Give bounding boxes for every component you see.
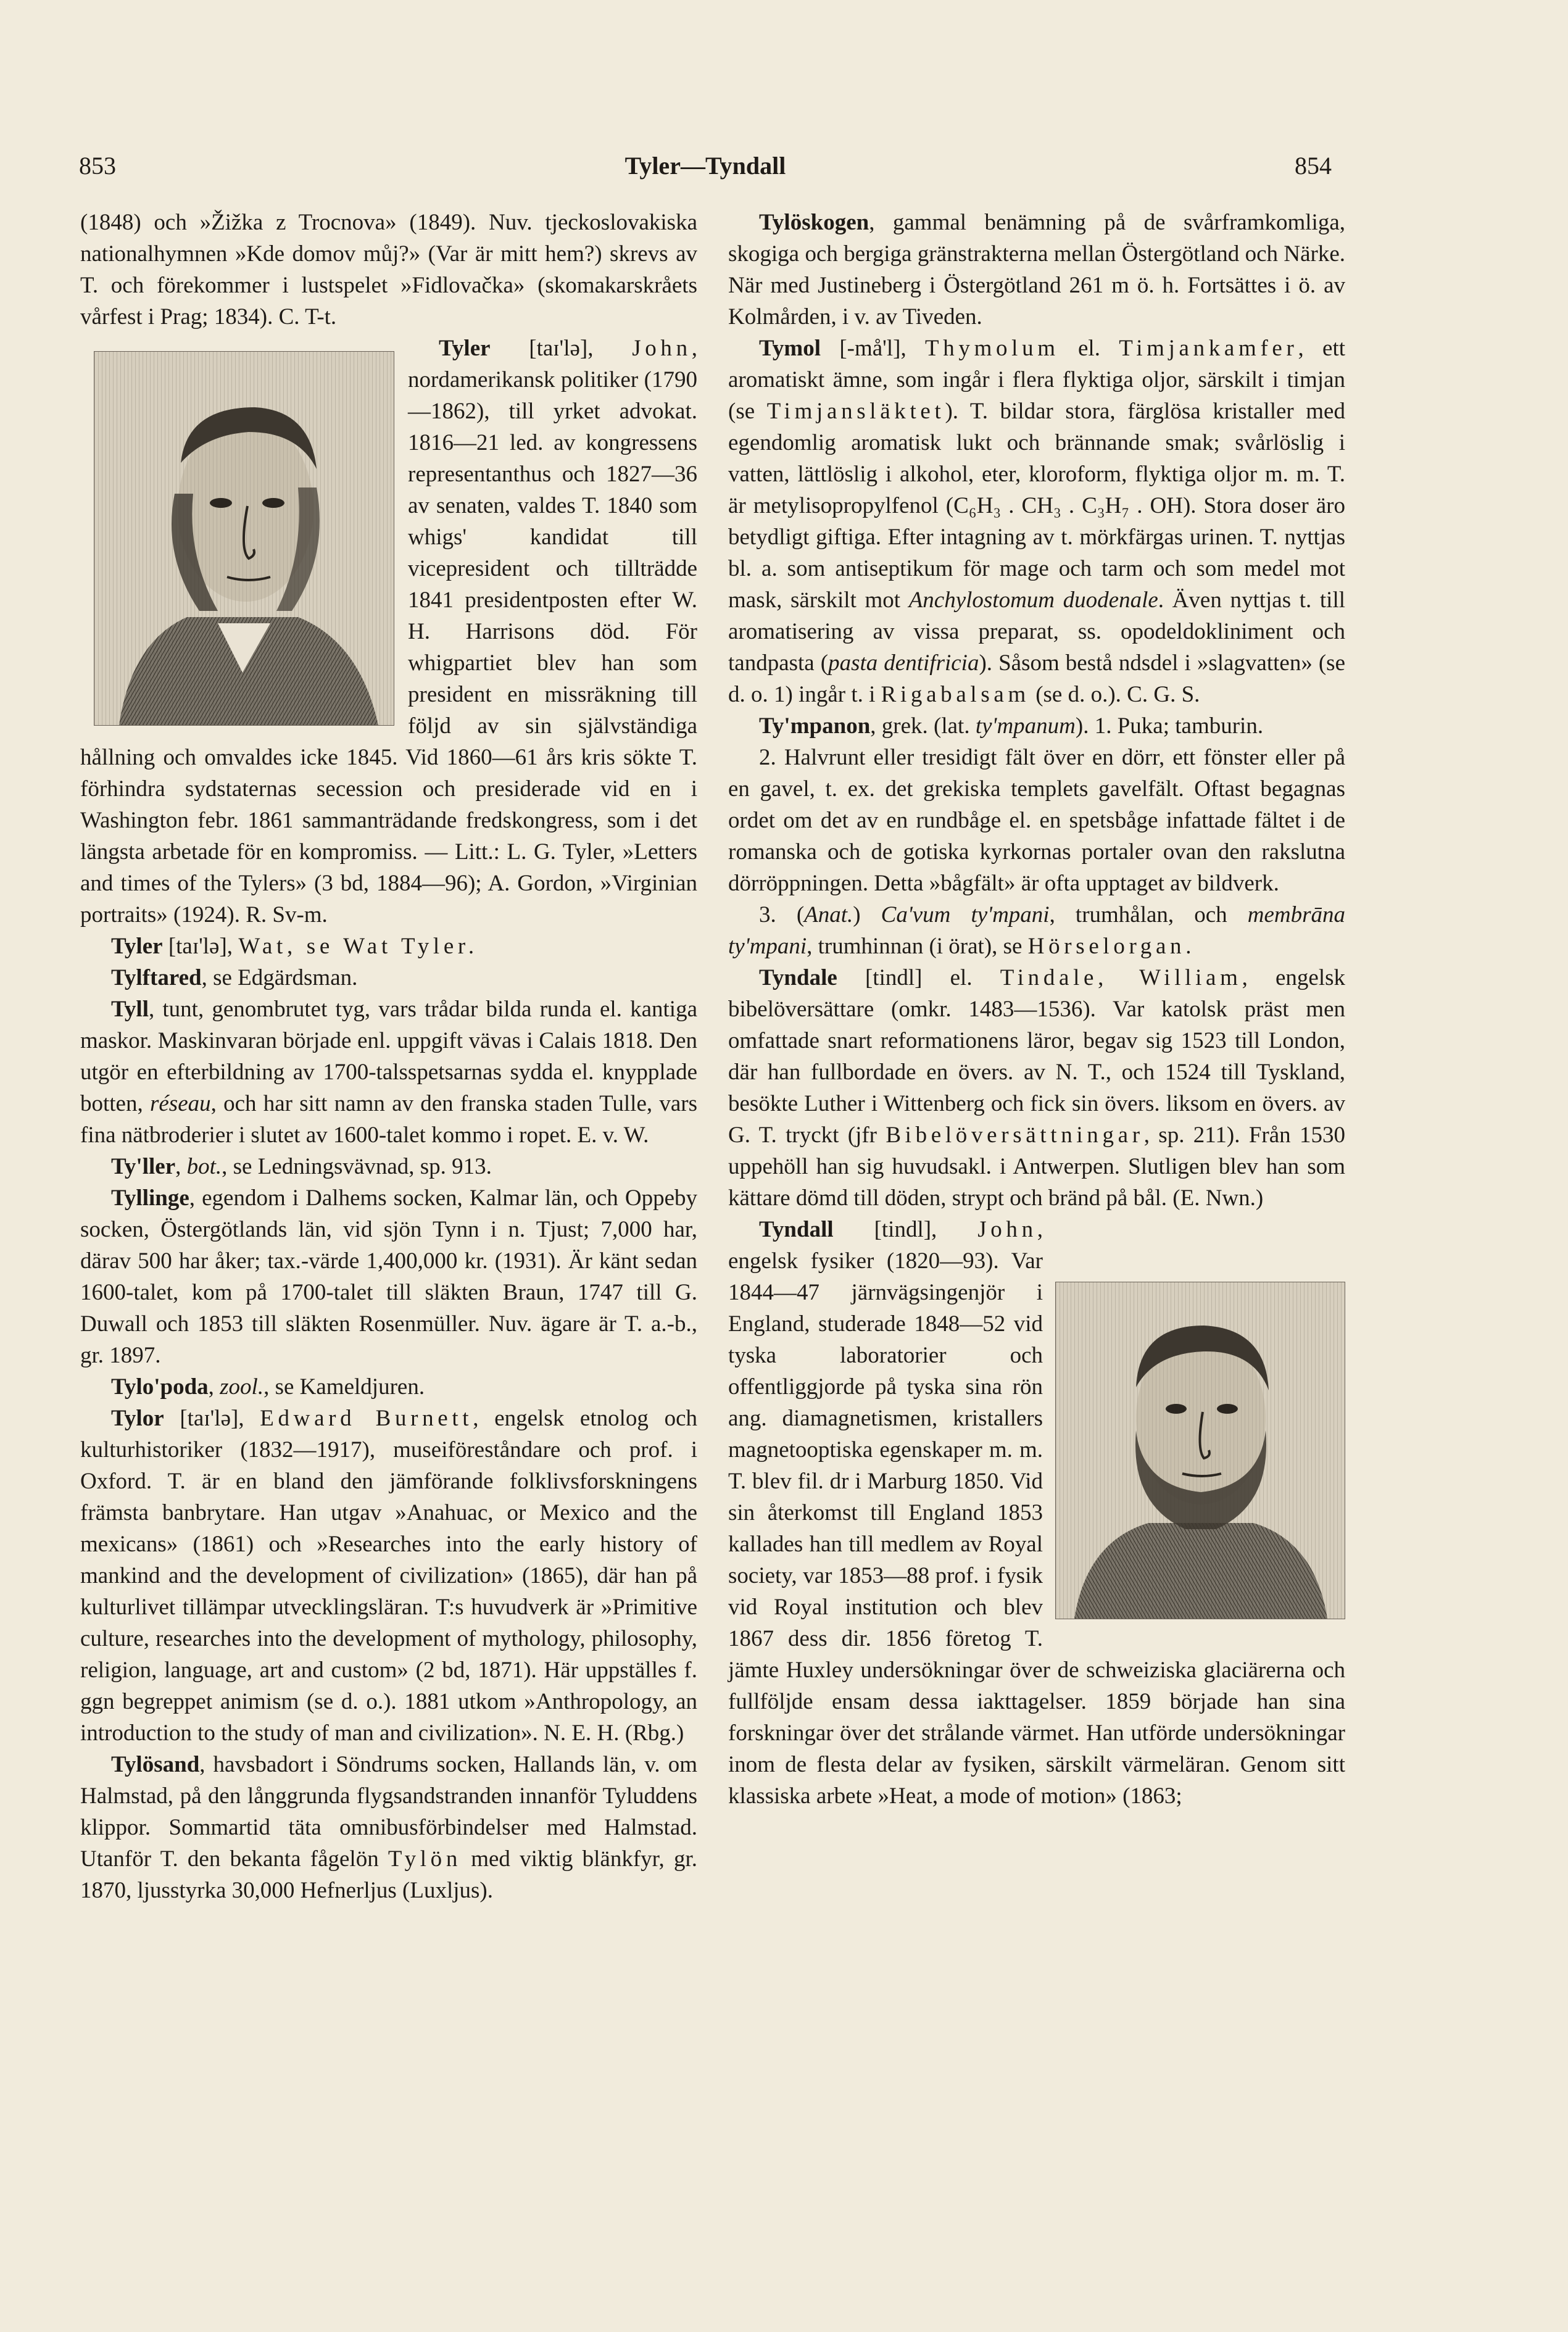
entry-text: ). Såsom bestå ndsdel i »slagvatten» (se d. o. 1) ingår t. i bbox=[728, 650, 1346, 707]
entry-text: , engelsk fysiker (1820—93). Var 1844—47 järnvägsingenjör i England, studerade 1848—52 vid tyska laboratorier och offentliggjorde på tyska sina rön ang. diamagnetismen, kristallers magnetooptiska egenskaper m. m. T. blev fil. dr i Marburg 1850. Vid sin återkomst till England 1853 kallades han till medlem av Royal society, var 1853—88 prof. i fysik vid Royal institution och blev 1867 dess dir. 1856 företog T. jämte Huxley undersökningar över de schweiziska glaciärerna och fullföljde ensam dessa iakttagelser. 1859 började han sina forskningar över det strålande värmet. Han utförde undersökningar inom de flesta delar av fysiken, särskilt värmeläran. Genom sitt klassiska arbete »Heat, a mode of motion» (1863; bbox=[728, 1217, 1345, 1809]
pronunciation: [taɪ'lə], bbox=[162, 934, 239, 959]
cross-reference: , se Edgärdsman. bbox=[201, 965, 358, 990]
entry-tyler-wat bbox=[80, 931, 697, 962]
entry-tyller: Ty'ller, bot., se Ledningsvävnad, sp. 913. bbox=[111, 1154, 492, 1179]
headword: Tyler bbox=[439, 336, 491, 361]
page-header bbox=[79, 151, 1332, 194]
entry-tylopoda: Tylo'poda, zool., se Kameldjuren. bbox=[111, 1374, 425, 1400]
entry-text: [tindl] el. bbox=[837, 965, 1000, 990]
spaced-name: John bbox=[977, 1217, 1037, 1242]
entry-text: , sp. 211). Från 1530 uppehöll han sig huvudsakl. i Antwerpen. Slutligen blev han som kättare dömd till döden, strypt och bränd på bål. (E. Nwn.) bbox=[728, 1122, 1345, 1211]
page-title: Tyler—Tyndall bbox=[624, 152, 786, 180]
entry-text: , havsbadort i Söndrums socken, Hallands län, v. om Halmstad, på den långgrunda flygsandstranden innanför Tyluddens klippor. Sommartid täta omnibusförbindelser med Halmstad. Utanför T. den bekanta fågelön bbox=[80, 1752, 697, 1872]
pronunciation: [taɪ'lə], bbox=[164, 1406, 260, 1431]
page-number-right: 854 bbox=[1295, 152, 1332, 180]
entry-text: el. bbox=[1059, 336, 1119, 361]
entry-text: , och har sitt namn av den franska staden Tulle, vars fina nätbroderier i slutet av 1600-talet kommo i ropet. E. v. W. bbox=[80, 1091, 698, 1148]
spaced-name: Bibelöversättningar bbox=[886, 1122, 1144, 1148]
spaced-name: Thymolum bbox=[924, 336, 1060, 361]
entry-tyndall bbox=[728, 1214, 1345, 1812]
headword: Tyndale bbox=[759, 965, 837, 990]
headword: Tyllinge bbox=[111, 1185, 189, 1211]
pronunciation: [taɪ'lə], bbox=[490, 336, 633, 361]
tyler-portrait-image bbox=[94, 351, 394, 726]
headword: Tylftared bbox=[111, 965, 202, 990]
entry-tyloskogen bbox=[728, 207, 1345, 333]
page-number-left: 853 bbox=[79, 152, 116, 180]
italic-term: membrāna ty'mpani bbox=[728, 902, 1345, 959]
headword: Tyll bbox=[111, 997, 149, 1022]
portrait-engraving-icon bbox=[94, 352, 394, 725]
entry-tympanon-3 bbox=[728, 899, 1345, 962]
left-column bbox=[80, 207, 697, 2317]
entry-tylor bbox=[80, 1403, 697, 1749]
spaced-name: Timjansläktet bbox=[766, 399, 945, 424]
entry-text: ). T. bildar stora, färglösa kristaller med egendomlig aromatisk lukt och brännande smak; svårlöslig i vatten, lättlöslig i alkohol, eter, kloroform, flyktiga oljor m. m. T. är metylisopropylfenol (C₆H₃ . CH₃ . C₃H₇ . OH). Stora doser äro betydligt giftiga. Efter intagning av t. mörkfärgas urinen. T. nyttjas bl. a. som antiseptikum för mage och tarm och som medel mot mask, särskilt mot bbox=[728, 399, 1345, 613]
entry-tyll bbox=[80, 994, 697, 1151]
spaced-name: Rigabalsam bbox=[881, 682, 1030, 707]
entry-tymol bbox=[728, 333, 1345, 710]
italic-term: pasta dentifricia bbox=[828, 650, 979, 676]
tyndall-portrait-image bbox=[1055, 1282, 1345, 1619]
entry-text: 3. ( bbox=[759, 902, 805, 927]
italic-term: Anchylostomum duodenale bbox=[908, 587, 1158, 613]
entry-text: , engelsk bibelöversättare (omkr. 1483—1536). Var katolsk präst men omfattade snart reformationens läror, begav sig 1523 till London, där han fullbordade en övers. av N. T., och 1524 till Tyskland, besökte Luther i Wittenberg och fick sin övers. liksom en övers. av G. T. tryckt (jfr bbox=[728, 965, 1346, 1148]
headword: Tyndall bbox=[759, 1217, 834, 1242]
entry-text: , engelsk etnolog och kulturhistoriker (1832—1917), museiföreståndare och prof. i Oxford. T. är en bland den jämförande folklivsforskningens främsta banbrytare. Han utgav »Anahuac, or Mexico and the mexicans» (1861) och »Researches into the early history of mankind and the development of civilization» (1865), där han på kulturlivet tillämpar utvecklingsläran. T:s huvudverk är »Primitive culture, researches into the development of mythology, philosophy, religion, language, art and custom» (2 bd, 1871). Här uppställes f. ggn begreppet animism (se d. o.). 1881 utkom »Anthropology, an introduction to the study of man and civilization». N. E. H. (Rbg.) bbox=[80, 1406, 697, 1746]
entry-text: [tindl], bbox=[833, 1217, 978, 1242]
entry-text: [-må'l], bbox=[821, 336, 925, 361]
italic-term: Anat. bbox=[804, 902, 853, 927]
entry-text: , egendom i Dalhems socken, Kalmar län, och Oppeby socken, Östergötlands län, vid sjön Tynn i n. Tjust; 7,000 har, därav 500 har åker; tax.-värde 1,400,000 kr. (1931). Är känt sedan 1600-talet, kom på 1700-talet till släkten Braun, 1747 till G. Duwall och 1853 till släkten Rosenmüller. Nuv. ägare är T. a.-b., gr. 1897. bbox=[80, 1185, 697, 1368]
italic-term: ty'mpanum bbox=[975, 713, 1076, 739]
entry-text: . Även nyttjas t. till aromatisering av vissa preparat, ss. opodeldokliniment och tandpasta ( bbox=[728, 587, 1346, 676]
entry-tympanon bbox=[728, 710, 1345, 742]
headword: Tylöskogen bbox=[759, 210, 869, 235]
entry-tyllinge bbox=[80, 1182, 697, 1371]
entry-text: , trumhinnan (i örat), se bbox=[807, 934, 1028, 959]
spaced-name: Hörselorgan bbox=[1027, 934, 1186, 959]
entry-text: med viktig blänkfyr, gr. 1870, ljusstyrka 30,000 Hefnerljus (Luxljus). bbox=[80, 1846, 697, 1903]
headword: Ty'ller bbox=[111, 1154, 176, 1179]
headword: Tylor bbox=[111, 1406, 164, 1431]
entry-tyler-john bbox=[80, 333, 697, 931]
portrait-engraving-icon bbox=[1056, 1282, 1345, 1619]
entry-tylftared bbox=[80, 962, 697, 994]
spaced-name: Timjankamfer bbox=[1119, 336, 1298, 361]
spaced-name: Edward Burnett bbox=[260, 1406, 473, 1431]
spaced-name: John bbox=[632, 336, 692, 361]
headword: Tyler bbox=[111, 934, 163, 959]
headword: Ty'mpanon bbox=[759, 713, 871, 739]
italic-term: zool. bbox=[220, 1374, 264, 1400]
entry-text: ). 1. Puka; tamburin. bbox=[1075, 713, 1264, 739]
entry-continuation: (1848) och »Žižka z Trocnova» (1849). Nuv. tjeckoslovakiska nationalhymnen »Kde domov můj?» (Var är mitt hem?) skrevs av T. och förekommer i lustspelet »Fidlovačka» (skomakarskråets vårfest i Prag; 1834). C. T-t. bbox=[80, 210, 697, 330]
entry-text: , nordamerikansk politiker (1790—1862), till yrket advokat. 1816—21 led. av kongressens representanthus och 1827—36 av senaten, valdes T. 1840 som whigs' kandidat till vicepresident och tillträdde 1841 presidentposten efter W. H. Harrisons död. För whigpartiet blev han som president en missräkning till följd av sin självständiga hållning och omvaldes icke 1845. Vid 1860—61 års kris sökte T. förhindra sydstaternas secession och presiderade vid en i Washington febr. 1861 sammanträdande fredskongress, som i det längsta arbetade för en kompromiss. — Litt.: L. G. Tyler, »Letters and times of the Tylers» (3 bd, 1884—96); A. Gordon, »Virginian portraits» (1924). R. Sv-m. bbox=[80, 336, 697, 927]
spaced-name: Tylön bbox=[388, 1846, 462, 1872]
cross-reference: Wat, se Wat Tyler. bbox=[238, 934, 478, 959]
entry-tympanon-2: 2. Halvrunt eller tresidigt fält över en dörr, ett fönster eller på en gavel, t. ex. det grekiska templets gavelfält. Oftast begagnas ordet om det av en rundbåge el. en spetsbåge infattade fältet i de romanska och de gotiska kyrkornas portaler ovan den rakslutna dörröppningen. Detta »bågfält» är ofta upptaget av bildverk. bbox=[728, 745, 1345, 896]
italic-term: réseau bbox=[149, 1091, 211, 1116]
headword: Tylo'poda bbox=[111, 1374, 209, 1400]
entry-text: , ett aromatiskt ämne, som ingår i flera flyktiga oljor, särskilt i timjan (se bbox=[728, 336, 1345, 424]
headword: Tylösand bbox=[111, 1752, 200, 1777]
entry-tyndale bbox=[728, 962, 1345, 1214]
entry-text: (se d. o.). C. G. S. bbox=[1029, 682, 1200, 707]
entry-text: , tunt, genombrutet tyg, vars trådar bilda runda el. kantiga maskor. Maskinvaran började enl. uppgift vävas i Calais 1818. Den utgör en efterbildning av 1700-talsspetsarnas sydda el. knypplade botten, bbox=[80, 997, 697, 1116]
spaced-name: Tindale, William bbox=[1000, 965, 1242, 990]
entry-text: ) bbox=[853, 902, 881, 927]
italic-term: bot. bbox=[186, 1154, 222, 1179]
entry-text: , trumhålan, och bbox=[1049, 902, 1248, 927]
entry-text: , gammal benämning på de svårframkomliga, skogiga och bergiga gränstrakterna mellan Östergötland och Närke. När med Justineberg i Östergötland 261 m ö. h. Fortsättes i ö. av Kolmården, i v. av Tiveden. bbox=[728, 210, 1345, 330]
headword: Tymol bbox=[759, 336, 821, 361]
italic-term: Ca'vum ty'mpani bbox=[881, 902, 1050, 927]
entry-text: , grek. (lat. bbox=[870, 713, 976, 739]
right-column bbox=[728, 207, 1345, 2317]
entry-tylosand bbox=[80, 1749, 697, 1906]
cross-reference: , se Ledningsvävnad, sp. 913. bbox=[222, 1154, 492, 1179]
entry-text: . bbox=[1185, 934, 1192, 959]
cross-reference: , se Kameldjuren. bbox=[263, 1374, 425, 1400]
